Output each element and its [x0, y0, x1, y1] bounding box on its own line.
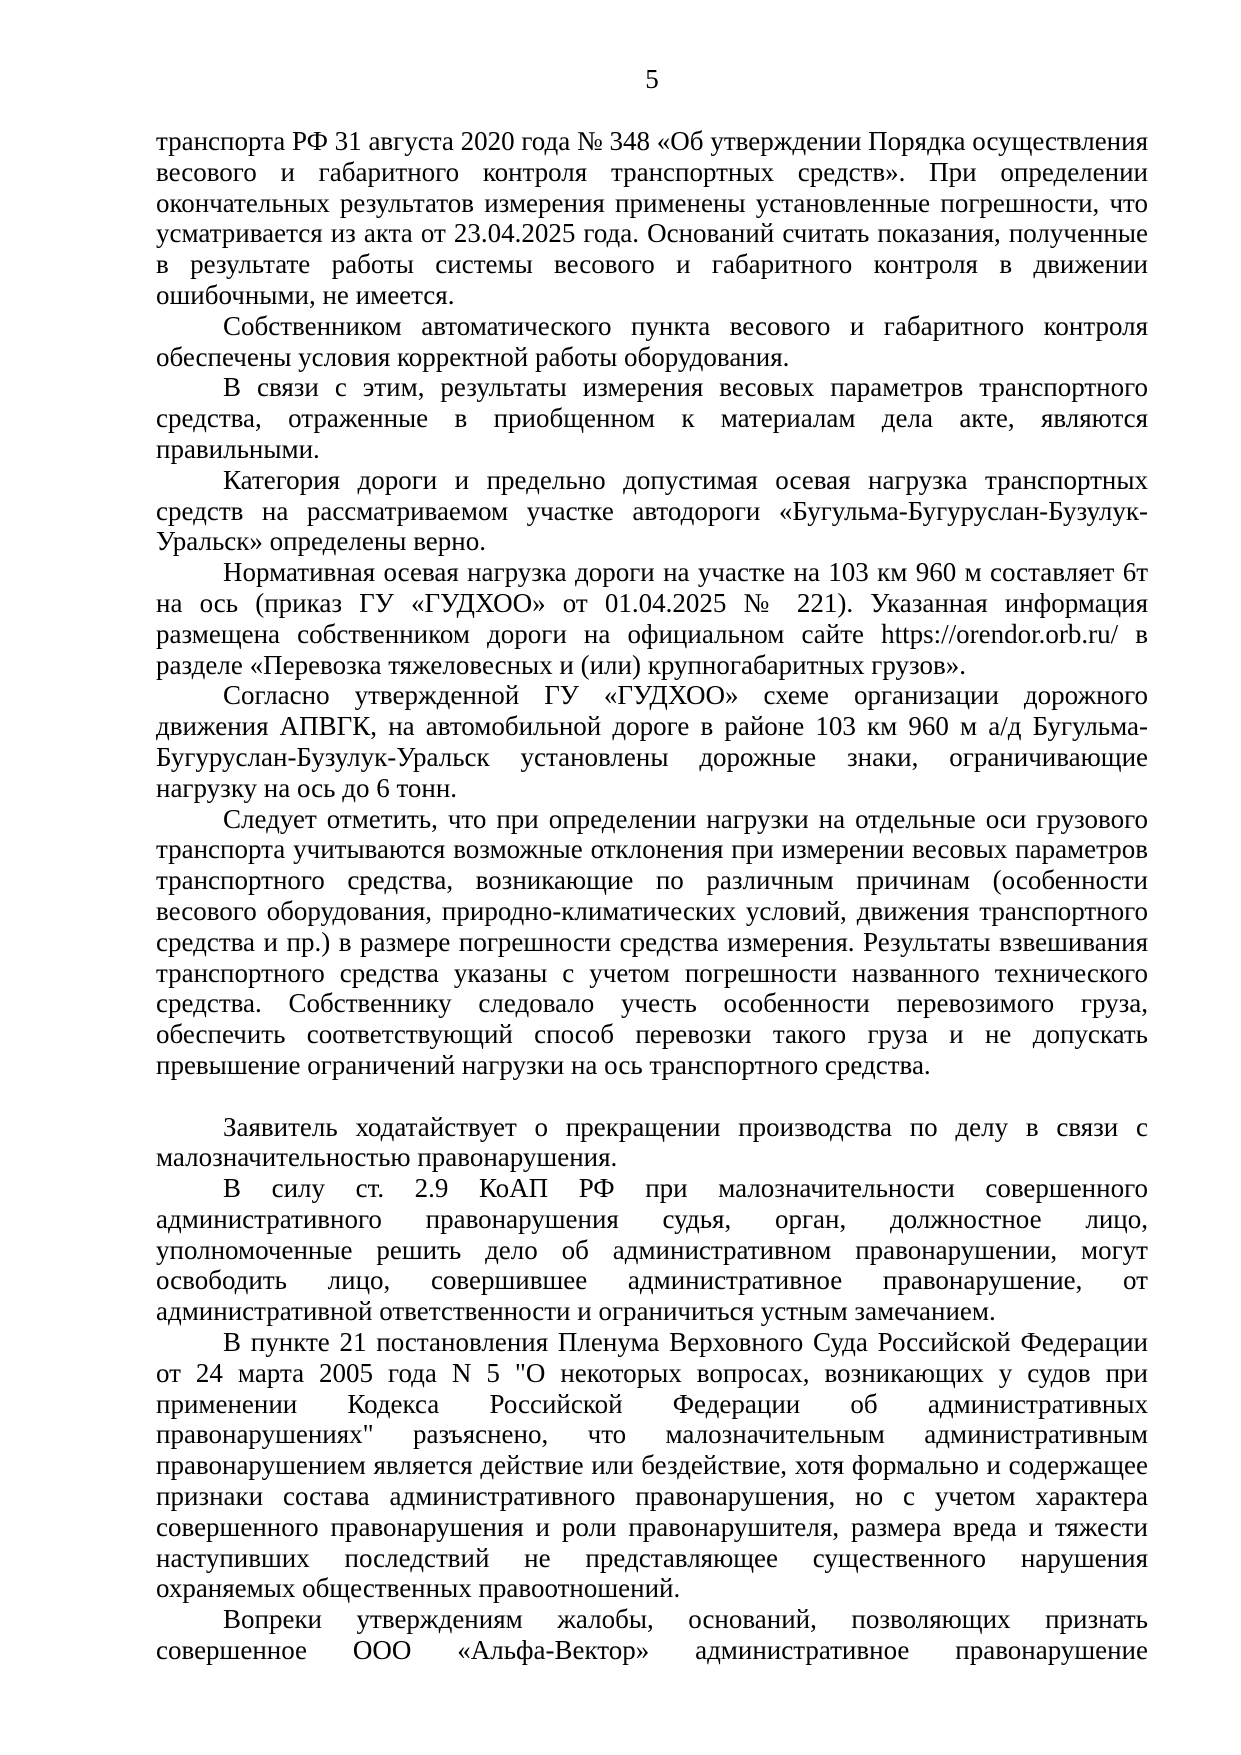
- paragraph-continuation: транспорта РФ 31 августа 2020 года № 348 «Об утверждении Порядка осуществления весового и габаритного контроля транспортных средств». При определении окончательных результатов измерения применены установленные погрешности, что усматривается из акта от 23.04.2025 года. Оснований считать показания, полученные в результате работы системы весового и габаритного контроля в движении ошибочными, не имеется.: [156, 126, 1148, 310]
- paragraph: В силу ст. 2.9 КоАП РФ при малозначительности совершенного административного правонарушения судья, орган, должностное лицо, уполномоченные решить дело об административном правонарушении, могут освободить лицо, совершившее административное правонарушение, от административной ответственности и ограничиться устным замечанием.: [156, 1173, 1148, 1327]
- paragraph: Заявитель ходатайствует о прекращении производства по делу в связи с малозначительностью правонарушения.: [156, 1111, 1148, 1173]
- paragraph-with-url: Нормативная осевая нагрузка дороги на участке на 103 км 960 м составляет 6т на ось (приказ ГУ «ГУДХОО» от 01.04.2025 № 221). Указанная информация размещена собственником дороги на официальном сайте https://orendor.orb.ru/ в разделе «Перевозка тяжеловесных и (или) крупногабаритных грузов».: [156, 557, 1148, 680]
- paragraph-incomplete: Вопреки утверждениям жалобы, оснований, позволяющих признать совершенное ООО «Альфа-Вектор» административное правонарушение: [156, 1604, 1148, 1666]
- paragraph: В пункте 21 постановления Пленума Верховного Суда Российской Федерации от 24 марта 2005 года N 5 "О некоторых вопросах, возникающих у судов при применении Кодекса Российской Федерации об административных правонарушениях" разъяснено, что малозначительным административным правонарушением является действие или бездействие, хотя формально и содержащее признаки состава административного правонарушения, но с учетом характера совершенного правонарушения и роли правонарушителя, размера вреда и тяжести наступивших последствий не представляющее существенного нарушения охраняемых общественных правоотношений.: [156, 1327, 1148, 1604]
- paragraph: Следует отметить, что при определении нагрузки на отдельные оси грузового транспорта учитываются возможные отклонения при измерении весовых параметров транспортного средства, возникающие по различным причинам (особенности весового оборудования, природно-климатических условий, движения транспортного средства и пр.) в размере погрешности средства измерения. Результаты взвешивания транспортного средства указаны с учетом погрешности названного технического средства. Собственнику следовало учесть особенности перевозимого груза, обеспечить соответствующий способ перевозки такого груза и не допускать превышение ограничений нагрузки на ось транспортного средства.: [156, 803, 1148, 1080]
- document-body: [156, 126, 1148, 1666]
- page-number: 5: [645, 64, 659, 94]
- paragraph: Собственником автоматического пункта весового и габаритного контроля обеспечены условия корректной работы оборудования.: [156, 310, 1148, 372]
- paragraph: Категория дороги и предельно допустимая осевая нагрузка транспортных средств на рассматриваемом участке автодороги «Бугульма-Бугуруслан-Бузулук-Уральск» определены верно.: [156, 464, 1148, 557]
- paragraph: Согласно утвержденной ГУ «ГУДХОО» схеме организации дорожного движения АПВГК, на автомобильной дороге в районе 103 км 960 м а/д Бугульма-Бугуруслан-Бузулук-Уральск установлены дорожные знаки, ограничивающие нагрузку на ось до 6 тонн.: [156, 680, 1148, 803]
- paragraph: В связи с этим, результаты измерения весовых параметров транспортного средства, отраженные в приобщенном к материалам дела акте, являются правильными.: [156, 372, 1148, 464]
